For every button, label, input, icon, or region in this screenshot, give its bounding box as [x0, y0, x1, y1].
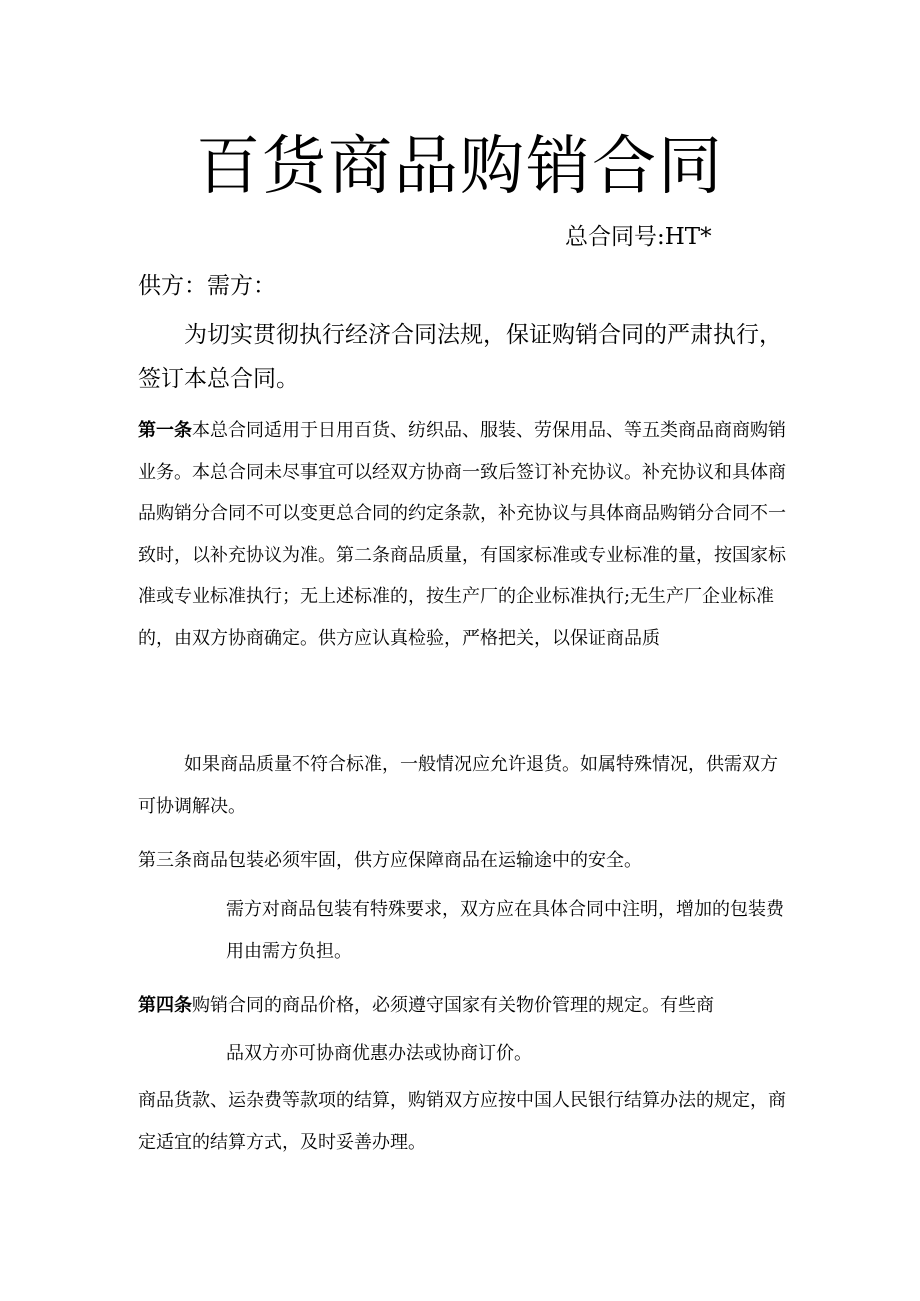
clause-4-heading: 第四条 [138, 995, 192, 1016]
contract-number: 总合同号:HT* [565, 224, 712, 250]
clause-2-text: 如果商品质量不符合标准，一般情况应允许退货。如属特殊情况，供需双方可协调解决。 [138, 754, 778, 817]
clause-4-paragraph [138, 985, 788, 1027]
clause-3-paragraph: 第三条商品包装必须牢固，供方应保障商品在运输途中的安全。 [138, 850, 642, 871]
clause-3-continuation: 需方对商品包装有特殊要求，双方应在具体合同中注明，增加的包装费用由需方负担。 [226, 899, 784, 962]
intro-text: 为切实贯彻执行经济合同法规，保证购销合同的严肃执行，签订本总合同。 [138, 322, 782, 392]
document-title: 百货商品购销合同 [196, 130, 724, 204]
clause-4-continuation: 品双方亦可协商优惠办法或协商订价。 [226, 1043, 532, 1064]
clause-4-text: 购销合同的商品价格，必须遵守国家有关物价管理的规定。有些商 [192, 995, 714, 1016]
clause-1-paragraph [138, 410, 788, 659]
clause-1-text: 本总合同适用于日用百货、纺织品、服装、劳保用品、等五类商品商商购销业务。本总合同未尽事宜可以经双方协商一致后签订补充协议。补充协议和具体商品购销分合同不可以变更总合同的约定条款，补充协议与具体商品购销分合同不一致时，以补充协议为准。第二条商品质量，有国家标准或专业标准的量，按国家标准或专业标准执行；无上述标准的，按生产厂的企业标准执行;无生产厂企业标准的，由双方协商确定。供方应认真检验，严格把关，以保证商品质 [138, 420, 786, 649]
clause-2-continuation [138, 744, 788, 827]
clause-1-heading: 第一条 [138, 420, 192, 441]
clause-5-paragraph: 商品货款、运杂费等款项的结算，购销双方应按中国人民银行结算办法的规定，商定适宜的结算方式，及时妥善办理。 [138, 1090, 786, 1153]
parties-line: 供方：需方： [138, 273, 276, 299]
intro-paragraph [138, 313, 788, 401]
